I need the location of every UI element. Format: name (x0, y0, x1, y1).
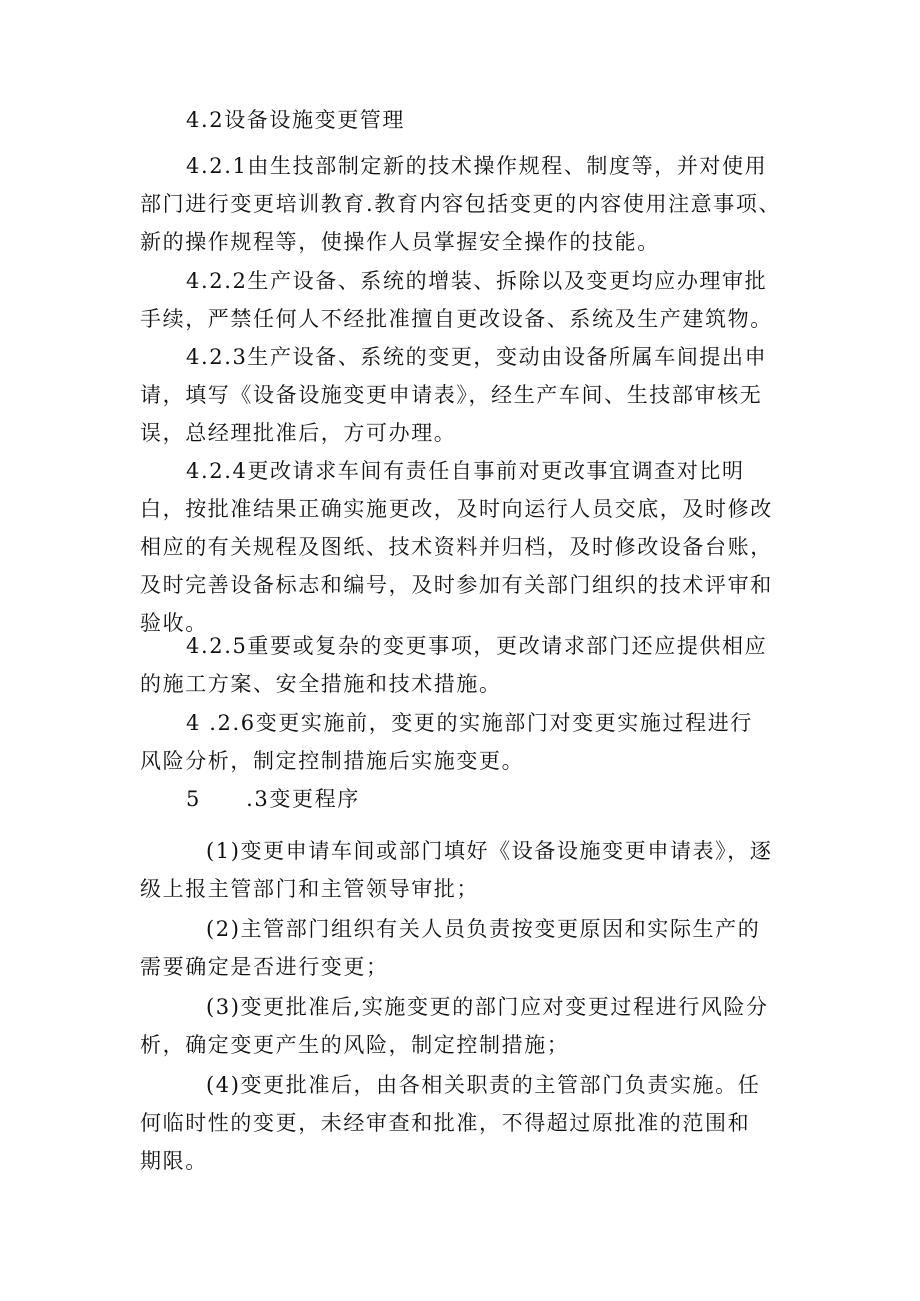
procedure-item-1: (1)变更申请车间或部门填好《设备设施变更申请表》，逐 级上报主管部门和主管领导审批； (140, 839, 773, 901)
paragraph-4-2-4: 4.2.4更改请求车间有责任自事前对更改事宜调查对比明 白，按批准结果正确实施更改，及时向运行人员交底，及时修改 相应的有关规程及图纸、技术资料并归档，及时修改设备台账， 及时完善设备标志和编号，及时参加有关部门组织的技术评审和 验收。 (140, 459, 773, 635)
paragraph-4-2-6: 4 .2.6变更实施前，变更的实施部门对变更实施过程进行 风险分析，制定控制措施后实施变更。 (140, 711, 753, 773)
section-heading-5-3: 5 .3变更程序 (186, 787, 360, 811)
procedure-item-3: (3)变更批准后,实施变更的部门应对变更过程进行风险分 析，确定变更产生的风险，制定控制措施； (140, 995, 769, 1057)
paragraph-4-2-2: 4.2.2生产设备、系统的增装、拆除以及变更均应办理审批 手续，严禁任何人不经批准擅自更改设备、系统及生产建筑物。 (140, 269, 773, 331)
paragraph-4-2-5: 4.2.5重要或复杂的变更事项，更改请求部门还应提供相应 的施工方案、安全措施和技术措施。 (140, 634, 768, 696)
paragraph-4-2-1: 4.2.1由生技部制定新的技术操作规程、制度等，并对使用 部门进行变更培训教育.教育内容包括变更的内容使用注意事项、 新的操作规程等，使操作人员掌握安全操作的技能。 (140, 154, 782, 254)
section-heading-4-2: 4.2设备设施变更管理 (186, 108, 405, 132)
paragraph-4-2-3: 4.2.3生产设备、系统的变更，变动由设备所属车间提出申 请，填写《设备设施变更申请表》，经生产车间、生技部审核无 误，总经理批准后，方可办理。 (140, 345, 768, 445)
procedure-item-2: (2)主管部门组织有关人员负责按变更原因和实际生产的 需要确定是否进行变更； (140, 917, 761, 979)
procedure-item-4: (4)变更批准后，由各相关职责的主管部门负责实施。任 何临时性的变更，未经审查和批准，不得超过原批准的范围和 期限。 (140, 1073, 761, 1173)
